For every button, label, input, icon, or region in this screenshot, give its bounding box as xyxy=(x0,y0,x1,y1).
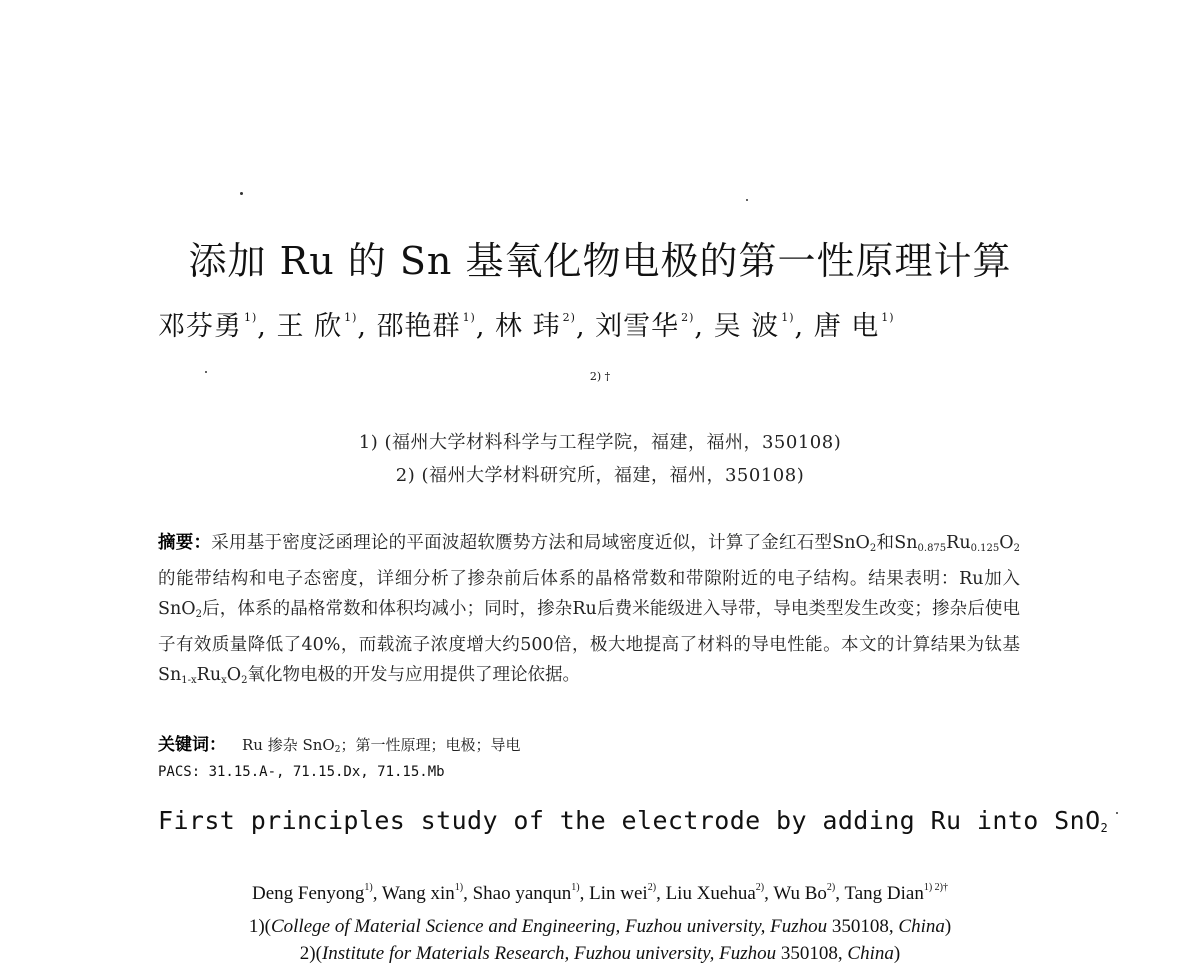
author-name-en: Shao yanqun xyxy=(472,883,572,904)
author-name: 邓芬勇 xyxy=(158,311,242,342)
scan-speck xyxy=(1116,812,1118,814)
paper-title: 添加 Ru 的 Sn 基氧化物电极的第一性原理计算 xyxy=(188,239,1012,283)
author-name: 唐 电 xyxy=(813,311,880,342)
affiliation-en-2: 2)(Institute for Materials Research, Fuzhou university, Fuzhou 350108, China) xyxy=(299,943,901,964)
scan-speck xyxy=(240,192,243,195)
pacs-codes: PACS: 31.15.A-, 71.15.Dx, 71.15.Mb xyxy=(158,764,445,780)
author-mark-continuation: 2) † xyxy=(589,370,611,383)
author-name-en: Wang xin xyxy=(381,883,455,904)
keywords-cn: 关键词： Ru 掺杂 SnO$_2$；第一性原理；电极；导电 xyxy=(158,735,521,755)
author-affil-mark: 1) xyxy=(781,311,795,324)
author-list-cn: 邓芬勇 $^{1)}$, 王 欣 $^{1)}$, 邵艳群 $^{1)}$, 林 玮 $^{2)}$, 刘雪华 $^{2)}$, 吴 波 $^{1)}$, 唐 电 $^{1)}$ xyxy=(158,311,895,342)
author-affil-mark: 2) xyxy=(681,311,695,324)
author-affil-mark: 1) xyxy=(344,311,358,324)
author-affil-mark: 1) xyxy=(244,311,258,324)
author-affil-mark: 2) xyxy=(562,311,576,324)
author-name-en: Tang Dian xyxy=(844,883,924,904)
author-name: 刘雪华 xyxy=(595,311,680,342)
abstract-label: 摘要： xyxy=(158,533,212,553)
author-name: 王 欣 xyxy=(276,311,343,342)
author-name: 邵艳群 xyxy=(376,311,461,342)
author-name-en: Deng Fenyong xyxy=(251,883,365,904)
scan-speck xyxy=(746,199,748,201)
affiliation-cn-2: 2) (福州大学材料研究所，福建，福州，350108) xyxy=(395,465,805,486)
english-title: First principles study of the electrode by adding Ru into SnO$_2$ xyxy=(158,806,1109,835)
author-name-en: Liu Xuehua xyxy=(665,883,756,904)
author-name-en: Lin wei xyxy=(589,883,648,904)
affiliation-en-1: 1)(College of Material Science and Engineering, Fuzhou university, Fuzhou 350108, China) xyxy=(248,916,952,937)
abstract-cn: 摘要：采用基于密度泛函理论的平面波超软赝势方法和局域密度近似，计算了金红石型SnO$_2$和$Sn_{0.875}Ru_{0.125}O_2$的能带结构和电子态密度，详细分析了掺杂前后体系的晶格常数和带隙附近的电子结构。结果表明：Ru加入SnO$_2$后，体系的晶格常数和体积均减小；同时，掺杂Ru后费米能级进入导带，导电类型发生改变；掺杂后使电子有效质量降低了40%，而载流子浓度增大约500倍，极大地提高了材料的导电性能。本文的计算结果为钛基$Sn_{1-x}Ru_xO_2$氧化物电极的开发与应用提供了理论依据。 xyxy=(158,533,1020,686)
author-name: 林 玮 xyxy=(495,311,561,342)
keywords-label: 关键词： xyxy=(158,735,226,755)
author-name-en: Wu Bo xyxy=(773,883,827,904)
author-affil-mark: 1) xyxy=(881,311,895,324)
affiliation-cn-1: 1) (福州大学材料科学与工程学院，福建，福州，350108) xyxy=(358,432,842,453)
author-list-en: Deng Fenyong$^{1)}$, Wang xin$^{1)}$, Shao yanqun$^{1)}$, Lin wei$^{2)}$, Liu Xuehua$^{2)}$, Wu Bo$^{2)}$, Tang Dian$^{1) 2)\dagger}$ xyxy=(251,882,949,904)
author-name: 吴 波 xyxy=(713,311,780,342)
author-affil-mark: 1) xyxy=(462,311,476,324)
